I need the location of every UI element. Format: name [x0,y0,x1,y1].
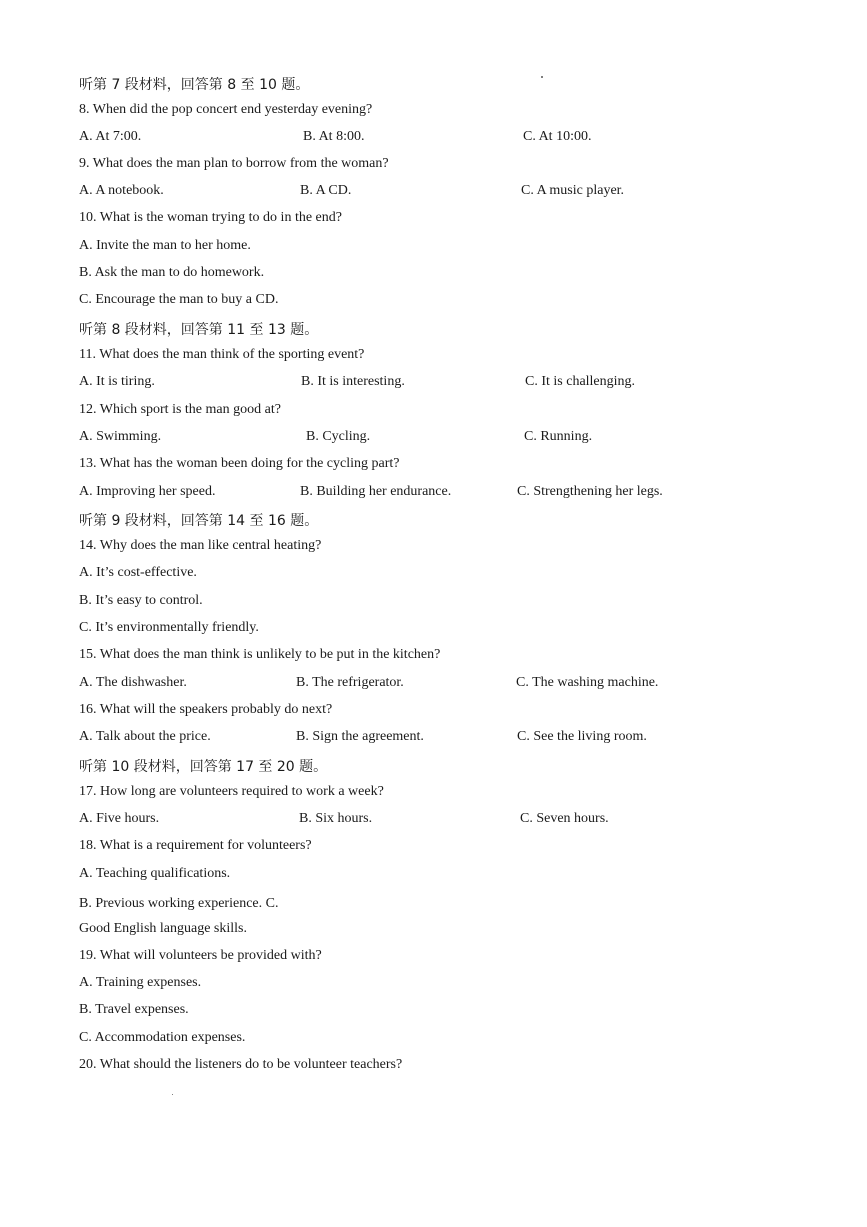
question-18: 18. What is a requirement for volunteers? [79,838,312,853]
option-8c: C. At 10:00. [523,129,592,144]
question-10: 10. What is the woman trying to do in the end? [79,210,342,225]
option-12a: A. Swimming. [79,429,162,444]
option-15b: B. The refrigerator. [296,675,404,690]
option-10b: B. Ask the man to do homework. [79,265,265,280]
question-11: 11. What does the man think of the sporting event? [79,347,365,362]
question-9: 9. What does the man plan to borrow from the woman? [79,156,389,171]
question-8: 8. When did the pop concert end yesterday evening? [79,102,373,117]
option-14a: A. It’s cost-effective. [79,565,197,580]
option-13b: B. Building her endurance. [300,484,452,499]
scan-dot-top [541,76,543,78]
scan-dot-bottom [172,1094,173,1095]
question-14: 14. Why does the man like central heating? [79,538,322,553]
question-20: 20. What should the listeners do to be volunteer teachers? [79,1057,403,1072]
section-heading-7: 听第 7 段材料，回答第 8 至 10 题。 [79,77,310,93]
question-12: 12. Which sport is the man good at? [79,402,281,417]
section-heading-10: 听第 10 段材料，回答第 17 至 20 题。 [79,759,328,775]
option-18a: A. Teaching qualifications. [79,866,231,881]
option-17a: A. Five hours. [79,811,160,826]
option-16a: A. Talk about the price. [79,729,211,744]
option-18b-line1: B. Previous working experience. C. [79,896,279,911]
option-14c: C. It’s environmentally friendly. [79,620,259,635]
option-9b: B. A CD. [300,183,352,198]
option-13c: C. Strengthening her legs. [517,484,663,499]
option-9a: A. A notebook. [79,183,164,198]
option-17c: C. Seven hours. [520,811,609,826]
option-12c: C. Running. [524,429,593,444]
option-17b: B. Six hours. [299,811,373,826]
question-17: 17. How long are volunteers required to work a week? [79,784,384,799]
option-18c-line2: Good English language skills. [79,921,247,936]
option-10a: A. Invite the man to her home. [79,238,251,253]
section-heading-9: 听第 9 段材料，回答第 14 至 16 题。 [79,513,319,529]
option-16b: B. Sign the agreement. [296,729,424,744]
question-19: 19. What will volunteers be provided with? [79,948,322,963]
option-11c: C. It is challenging. [525,374,636,389]
option-19b: B. Travel expenses. [79,1002,189,1017]
option-19a: A. Training expenses. [79,975,202,990]
option-11a: A. It is tiring. [79,374,155,389]
option-8b: B. At 8:00. [303,129,365,144]
option-9c: C. A music player. [521,183,625,198]
option-15c: C. The washing machine. [516,675,659,690]
option-16c: C. See the living room. [517,729,647,744]
question-15: 15. What does the man think is unlikely to be put in the kitchen? [79,647,441,662]
section-heading-8: 听第 8 段材料，回答第 11 至 13 题。 [79,322,319,338]
option-10c: C. Encourage the man to buy a CD. [79,292,279,307]
option-8a: A. At 7:00. [79,129,142,144]
option-15a: A. The dishwasher. [79,675,187,690]
option-19c: C. Accommodation expenses. [79,1030,246,1045]
option-14b: B. It’s easy to control. [79,593,203,608]
question-13: 13. What has the woman been doing for the cycling part? [79,456,400,471]
option-11b: B. It is interesting. [301,374,405,389]
question-16: 16. What will the speakers probably do next? [79,702,333,717]
option-13a: A. Improving her speed. [79,484,216,499]
option-12b: B. Cycling. [306,429,371,444]
